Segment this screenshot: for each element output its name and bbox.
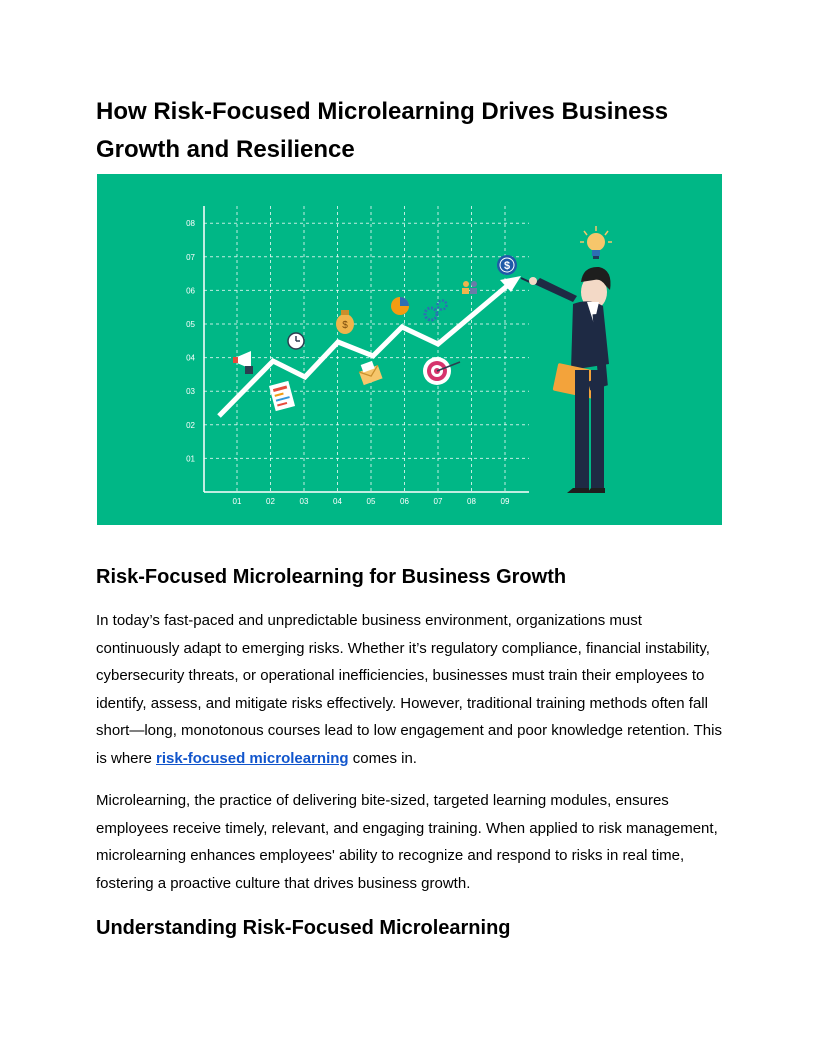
svg-text:$: $	[503, 260, 511, 272]
target-icon	[423, 357, 460, 385]
y-tick-label: 06	[186, 286, 195, 296]
clock-icon	[288, 333, 304, 349]
x-tick-label: 06	[400, 497, 409, 506]
chart-grid	[204, 206, 529, 492]
x-tick-label: 09	[500, 497, 510, 506]
report-icon	[269, 381, 295, 411]
intro-text-end: comes in.	[348, 749, 417, 767]
x-tick-label: 03	[299, 497, 309, 506]
growth-chart-illustration	[97, 174, 722, 525]
team-icon	[462, 281, 477, 294]
x-tick-label: 01	[232, 497, 242, 506]
svg-text:$: $	[342, 320, 348, 331]
y-tick-label: 01	[186, 454, 195, 464]
envelope-icon	[357, 360, 383, 386]
hero-image	[97, 174, 722, 525]
trend-arrow-line	[219, 286, 507, 416]
y-tick-label: 04	[186, 353, 195, 363]
y-tick-label: 03	[186, 387, 195, 397]
x-tick-label: 08	[467, 497, 476, 506]
y-tick-label: 08	[186, 219, 195, 229]
microlearning-paragraph: Microlearning, the practice of delivering bite-sized, targeted learning modules, ensures employees receive timely, relevant, and engaging training. When applied to risk management, microlearning enhances employees' ability to recognize and respond to risks in real time, fostering a proactive culture that drives business growth.	[96, 792, 718, 892]
dollar-coin-icon	[497, 255, 517, 275]
intro-text-start: In today’s fast-paced and unpredictable business environment, organizations must continuously adapt to emerging risks. Whether it’s regulatory compliance, financial instability, cybersecurity threats, or operational inefficiencies, businesses must train their employees to identify, assess, and mitigate risks effectively. However, traditional training methods often fall short—long, monotonous courses lead to low engagement and poor knowledge retention. This is where	[96, 612, 722, 767]
lightbulb-icon	[580, 226, 612, 259]
y-tick-label: 05	[186, 320, 195, 329]
y-tick-label: 07	[186, 252, 195, 262]
section-heading-understanding: Understanding Risk-Focused Microlearning	[96, 917, 511, 939]
x-tick-labels	[233, 497, 510, 506]
intro-paragraph	[96, 607, 722, 773]
x-tick-label: 04	[333, 497, 342, 506]
x-tick-label: 02	[266, 497, 275, 506]
x-tick-label: 07	[433, 497, 443, 506]
x-tick-label: 05	[366, 497, 376, 506]
risk-focused-microlearning-link[interactable]: risk-focused microlearning	[156, 749, 349, 767]
businessman-illustration	[521, 267, 611, 493]
article-title: How Risk-Focused Microlearning Drives Business Growth and Resilience	[96, 98, 669, 163]
money-bag-icon	[336, 310, 354, 334]
gears-icon	[425, 301, 447, 321]
section-heading-business-growth: Risk-Focused Microlearning for Business Growth	[96, 566, 567, 588]
megaphone-icon	[233, 351, 253, 374]
y-tick-labels	[186, 219, 195, 463]
y-tick-label: 02	[186, 420, 195, 430]
pie-chart-icon	[391, 297, 409, 315]
